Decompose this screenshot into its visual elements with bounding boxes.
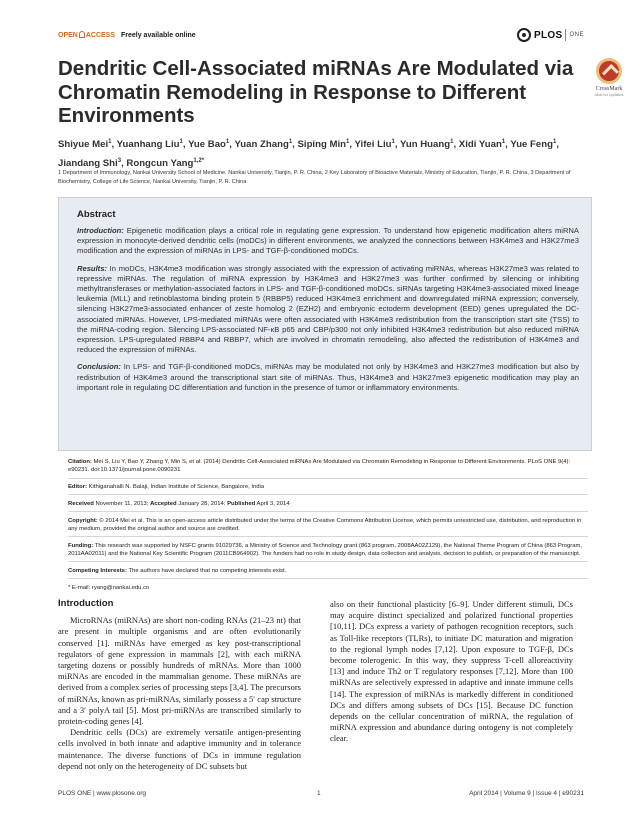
author-affiliation-marker: 1 <box>108 139 112 145</box>
abstract-results-lead: Results: <box>77 263 107 273</box>
body-column-right <box>330 599 573 745</box>
accepted-label: Accepted <box>150 500 177 507</box>
citation-text: Mei S, Liu Y, Bao Y, Zhang Y, Min S, et al. (2014) Dendritic Cell-Associated miRNAs Are Modulated via Chromatin Remodeling in Response to Different Environments. PLoS ONE 9(4): e90231. doi:10.1371/journal.pone.0090231 <box>68 459 571 474</box>
abstract-heading: Abstract <box>77 209 116 220</box>
copyright <box>68 517 588 538</box>
author-affiliation-marker: 1 <box>391 139 395 145</box>
author-name[interactable]: Yuanhang Liu <box>116 139 180 151</box>
competing-interests <box>68 567 588 579</box>
open-lock-icon <box>79 31 85 38</box>
author-name[interactable]: Xidi Yuan <box>458 139 502 151</box>
plos-name: PLOS <box>534 29 563 41</box>
funding-text: This research was supported by NSFC grants 91029736, a Ministry of Science and Technology grant (863 program, 2008AA02Z129), the National Theme Program of China (863 Program, 2011AA02011) and the National Key Scientific Program (2011CB964902). The funders had no role in study design, data collection and analysis, decision to publish, or preparation of the manuscript. <box>68 542 583 558</box>
received-date: November 11, 2013; <box>93 500 151 507</box>
body-column-left <box>58 598 301 772</box>
plos-one-logo[interactable] <box>517 28 584 42</box>
abstract-conclusion-lead: Conclusion: <box>77 362 121 372</box>
article-title: Dendritic Cell-Associated miRNAs Are Modulated via Chromatin Remodeling in Response to Different Environments <box>58 57 574 127</box>
author-name[interactable]: Yun Huang <box>400 139 451 151</box>
received-label: Received <box>68 500 94 507</box>
author-affiliation-marker: 1 <box>501 139 506 145</box>
dates <box>68 500 588 512</box>
footer-journal[interactable]: PLOS ONE | www.plosone.org <box>58 790 147 797</box>
freely-available-label: Freely available online <box>120 32 196 39</box>
author-name[interactable]: Siping Min <box>297 139 346 151</box>
published-label: Published <box>227 500 256 507</box>
abstract-conclusion-text: In LPS- and TGF-β-conditioned moDCs, miRNAs may be modulated not only by H3K4me3 and H3K27me3 modification but also by redistribution of H3K4me3 around the transcriptional start site of miRNAs. Thus, H3K4me3 and H3K27me3 epigenetic modification may play an important role in regulating DC differentiation and function in the presence of tumor or inflammatory environments. <box>77 362 579 392</box>
editor-label: Editor: <box>68 484 87 491</box>
abstract-box <box>58 197 592 451</box>
logo-divider <box>565 29 566 41</box>
author-affiliation-marker: 1 <box>225 139 230 145</box>
author-affiliation-marker: 1 <box>552 139 557 145</box>
author-affiliation-marker: 1 <box>288 139 293 145</box>
article-metadata <box>68 458 588 592</box>
crossmark-label: CrossMark <box>595 86 623 92</box>
author-name[interactable]: Rongcun Yang <box>126 158 194 170</box>
author-name[interactable]: Yuan Zhang <box>234 139 289 151</box>
author-affiliation-marker: 3 <box>117 158 122 165</box>
author-name[interactable]: Yue Bao <box>188 139 226 151</box>
abstract-intro-lead: Introduction: <box>77 226 124 235</box>
author-name[interactable]: Yue Feng <box>510 139 553 151</box>
author-name[interactable]: Yifei Liu <box>354 139 392 151</box>
author-affiliation-marker: 1 <box>179 139 183 145</box>
page-footer <box>58 790 584 802</box>
editor <box>68 483 588 495</box>
abstract-intro-text: Epigenetic modification plays a critical role in regulating gene expression. To understand how epigenetic modification alters miRNA expression in monocyte-derived dendritic cells (moDCs) in different environments, we analyzed the connections between H3K4me3 and H3K27me3 modification and the expression of miRNAs in LPS- and TGF-β-conditioned moDCs. <box>77 226 579 256</box>
citation <box>68 458 588 479</box>
crossmark-badge[interactable] <box>592 58 626 104</box>
crossmark-icon <box>596 58 622 84</box>
affiliations: 1 Department of Immunology, Nankai University School of Medicine, Nankai University, Tianjin, P. R. China, 2 Key Laboratory of Bioactive Materials, Ministry of Education, Tianjin, P. R. China, 3 Department of Biochemistry, College of Life Science, Nankai University, Tianjin, P. R. China <box>58 170 571 185</box>
abstract-results-text: In moDCs, H3K4me3 modification was strongly associated with the expression of activating miRNAs, whereas H3K27me3 was related to repressive miRNAs. The regulation of miRNA expression by H3K4me3 and H3K27me3 was further confirmed by silencing or inhibiting methyltransferases or methylation-associated factors in LPS- and TGF-β-conditioned moDCs. siRNAs targeting H3K4me3-associated mixed lineage leukemia (MLL) and retinoblastoma binding protein 5 (RBBP5) reduced H3K4me3 enrichment and downregulated miRNA expression; conversely, silencing H3K27me3-associated enhancer of zeste homolog 2 (EZH2) and embryonic ectoderm development (EED) genes upregulated the DC-associated miRNAs. However, LPS-mediated miRNAs were often associated with H3K4me3 redistribution from the transcription start site (TSS) to the miRNA-coding region. Silencing LPS-associated NF-κB p65 and CBP/p300 not only inhibited H3K4me3 redistribution but also reduced miRNA expression. LPS-upregulated RBBP4 and RBBP7, which are involved in chromatin remodeling, also affected the redistribution of H3K4me3 and reduced the expression of miRNAs. <box>77 263 579 355</box>
introduction-heading: Introduction <box>58 598 114 609</box>
funding-label: Funding: <box>68 542 94 549</box>
competing-label: Competing Interests: <box>68 567 127 574</box>
email[interactable]: * E-mail: ryang@nankai.edu.cn <box>68 584 150 591</box>
author-list: Shiyue Mei$^1$, Yuanhang Liu$^1$, Yue Bao$^1$, Yuan Zhang$^1$, Siping Min$^1$, Yifei Liu$^1$, Yun Huang$^1$, Xidi Yuan$^1$, Yue Feng$^1$, Jiandang Shi$^3$, Rongcun Yang$^{1,2*}$ <box>58 139 559 170</box>
abstract-introduction <box>77 226 579 257</box>
journal-subname: ONE <box>569 32 584 38</box>
competing-text: The authors have declared that no competing interests exist. <box>126 567 287 574</box>
page-number: 1 <box>317 790 321 797</box>
abstract-conclusion <box>77 362 579 393</box>
crossmark-sub-label: click for updates <box>594 92 624 97</box>
open-label: OPEN <box>58 32 78 39</box>
footer-issue: April 2014 | Volume 9 | Issue 4 | e90231 <box>469 790 584 797</box>
copyright-text: © 2014 Mei et al. This is an open-access article distributed under the terms of the Creative Commons Attribution License, which permits unrestricted use, distribution, and reproduction in any medium, provided the original author and source are credited. <box>68 517 582 532</box>
author-affiliation-marker: 1 <box>450 139 454 145</box>
published-date: April 3, 2014 <box>255 500 290 507</box>
funding <box>68 542 588 563</box>
abstract-results <box>77 264 579 356</box>
intro-paragraph-continued: also on their functional plasticity [6–9]. Under different stimuli, DCs may acquire distinct specialized and polarized functional properties [10,11]. DCs express a variety of pathogen recognition receptors, such as Toll-like receptors (TLRs), to initiate DC maturation and migration to the regional lymph nodes [7,12]. Upon exposure to TGF-β, DCs become tolerogenic. In this way, they suppress T-cell alloreactivity [13] and induce Th2 or T regulatory responses [7,12]. More than 100 miRNAs are selectively expressed in adaptive and innate immune cells [14]. The expression of miRNAs is markedly different in conditioned DCs and differs among subsets of DCs [15]. Because DC function depends on the cellular concentration of miRNA, the regulation of miRNA expression and abundance during ontogeny is not completely clear. <box>330 599 573 744</box>
editor-text: Kithiganahalli N. Balaji, Indian Institute of Science, Bangalore, India <box>86 484 265 491</box>
citation-label: Citation: <box>68 459 92 465</box>
intro-paragraph: Dendritic cells (DCs) are extremely versatile antigen-presenting cells involved in both innate and adaptive immunity and in tolerance maintenance. The diverse functions of DCs in immune regulation depend not only on the heterogeneity of DC subsets but <box>58 727 301 771</box>
accepted-date: January 28, 2014; <box>176 500 228 507</box>
author-affiliation-marker: 1 <box>346 139 350 145</box>
plos-logo-icon <box>517 28 531 42</box>
access-label: ACCESS <box>85 32 116 39</box>
journal-header <box>58 28 584 46</box>
author-affiliation-marker: 1,2* <box>193 158 205 165</box>
author-name[interactable]: Jiandang Shi <box>58 158 118 170</box>
copyright-label: Copyright: <box>68 517 98 524</box>
author-name[interactable]: Shiyue Mei <box>58 139 109 151</box>
open-access-badge <box>58 31 196 39</box>
intro-paragraph: MicroRNAs (miRNAs) are short non-coding RNAs (21–23 nt) that are present in multiple organisms and are often evolutionarily conserved [1]. miRNAs have emerged as key post-transcriptional regulators of gene expression in mammals [2], with each miRNA targeting dozens or possibly hundreds of mRNAs. More than 1000 miRNAs are encoded in the mammalian genome. These miRNAs are derived from a complex series of processing steps [3,4]. The precursors of miRNAs, known as pri-miRNAs, similarly possess a 5′ cap structure and a 3′ polyA tail [5]. Most pri-miRNAs are transcribed similarly to protein-coding genes [4]. <box>58 615 301 727</box>
